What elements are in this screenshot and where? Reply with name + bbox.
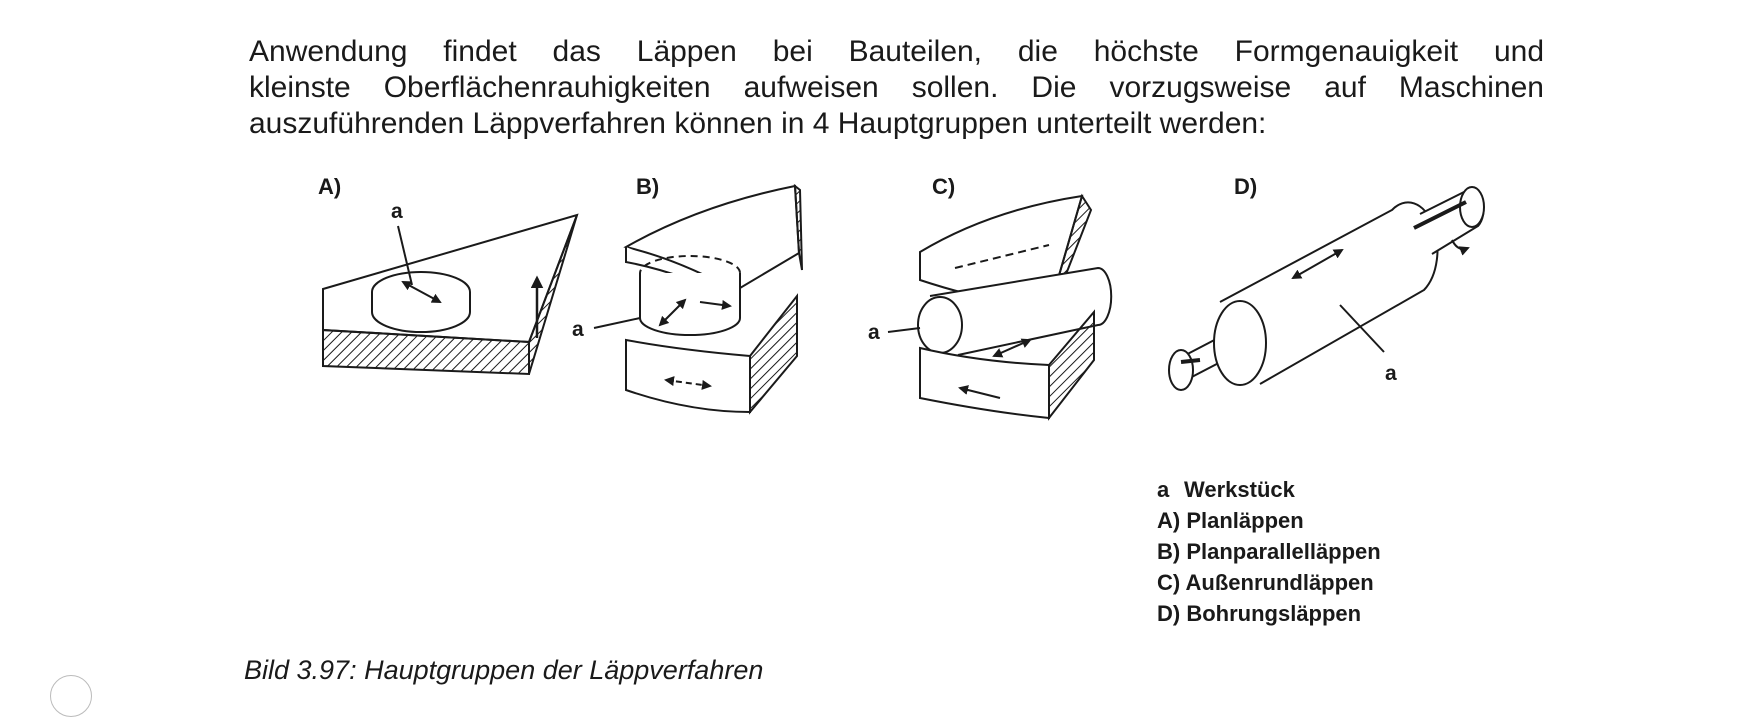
- workpiece-label-b: a: [572, 318, 584, 341]
- panel-d-drawing: [1169, 187, 1484, 390]
- legend-text: A) Planläppen: [1157, 508, 1304, 533]
- panel-label-b: B): [636, 174, 660, 199]
- figure-caption: Bild 3.97: Hauptgruppen der Läppverfahren: [244, 655, 764, 685]
- paragraph-line-2: kleinste Oberflächenrauhigkeiten aufweisen sollen. Die vorzugsweise auf Maschinen: [249, 71, 1544, 104]
- panel-label-a: A): [318, 174, 342, 199]
- legend-text: C) Außenrundläppen: [1157, 570, 1374, 595]
- legend-item: [1157, 474, 1381, 505]
- legend-text: B) Planparallelläppen: [1157, 539, 1381, 564]
- paragraph-line-3: auszuführenden Läppverfahren können in 4 Hauptgruppen unterteilt werden:: [249, 107, 1267, 140]
- panel-c-drawing: [888, 196, 1111, 418]
- panel-label-d: D): [1234, 174, 1258, 199]
- legend-text: Werkstück: [1184, 477, 1295, 502]
- punch-hole-mark: [50, 675, 92, 717]
- legend-key: a: [1157, 477, 1170, 502]
- paragraph-line-1: Anwendung findet das Läppen bei Bauteilen, die höchste Formgenauigkeit und: [249, 35, 1544, 68]
- legend-text: D) Bohrungsläppen: [1157, 601, 1362, 626]
- panel-b-drawing: [594, 186, 802, 412]
- figure-legend: [1157, 474, 1381, 629]
- legend-item: [1157, 536, 1381, 567]
- workpiece-label-a: a: [391, 200, 403, 223]
- panel-a-drawing: [323, 215, 577, 374]
- workpiece-label-d: a: [1385, 362, 1397, 385]
- legend-item: [1157, 598, 1381, 629]
- panel-label-c: C): [932, 174, 956, 199]
- legend-item: [1157, 505, 1381, 536]
- legend-item: [1157, 567, 1381, 598]
- workpiece-label-c: a: [868, 321, 880, 344]
